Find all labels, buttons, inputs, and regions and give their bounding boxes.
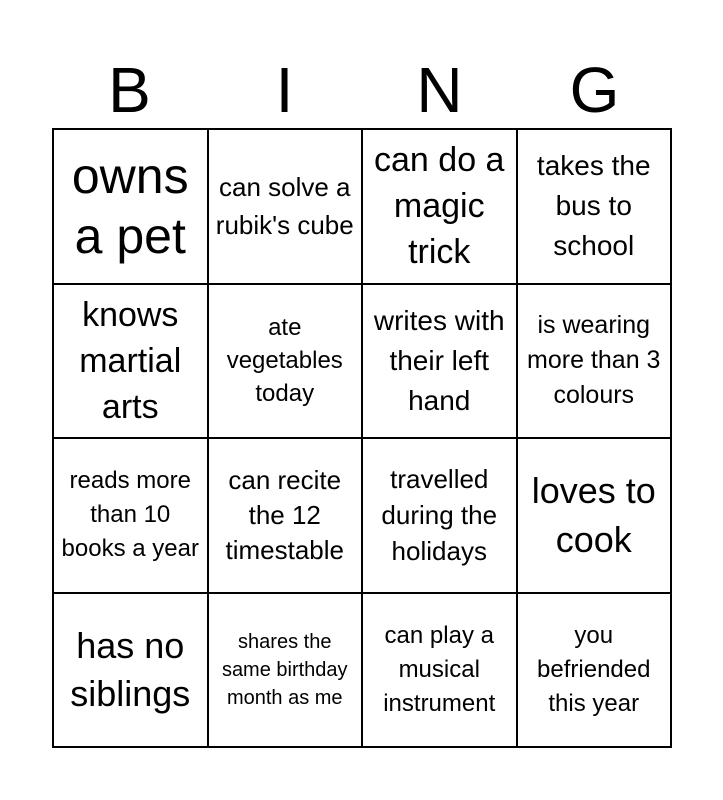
header-letter-b: B (108, 54, 151, 126)
bingo-cell[interactable] (518, 439, 673, 594)
bingo-cell[interactable] (209, 594, 364, 749)
bingo-cell[interactable] (363, 594, 518, 749)
bingo-cell[interactable] (54, 439, 209, 594)
cell-text: shares the same birthday month as me (221, 630, 348, 709)
bingo-cell[interactable] (363, 130, 518, 285)
cell-text: takes the bus to school (536, 150, 651, 262)
header-letter-n: N (416, 54, 463, 126)
bingo-board (52, 128, 672, 748)
bingo-cell[interactable] (54, 130, 209, 285)
bingo-cell[interactable] (363, 285, 518, 440)
bingo-cell[interactable] (518, 130, 673, 285)
bingo-cell[interactable] (209, 285, 364, 440)
header-letter-g: G (569, 54, 620, 126)
bingo-cell[interactable] (518, 594, 673, 749)
bingo-cell[interactable] (363, 439, 518, 594)
bingo-cell[interactable] (209, 439, 364, 594)
cell-text: loves to cook (531, 470, 656, 561)
cell-text: you befriended this year (537, 621, 651, 717)
bingo-cell[interactable] (54, 594, 209, 749)
cell-text: can recite the 12 timestable (225, 464, 344, 565)
bingo-cell[interactable] (209, 130, 364, 285)
cell-text: reads more than 10 books a year (61, 467, 199, 563)
cell-text: ate vegetables today (226, 314, 343, 408)
cell-text: can do a magic trick (374, 141, 505, 272)
cell-text: writes with their left hand (373, 304, 505, 416)
cell-text: is wearing more than 3 colours (527, 311, 661, 410)
bingo-cell[interactable] (518, 285, 673, 440)
cell-text: has no siblings (70, 624, 191, 714)
cell-text: can play a musical instrument (383, 621, 496, 717)
bingo-header (52, 52, 672, 128)
cell-text: travelled during the holidays (381, 464, 498, 567)
header-letter-i: I (275, 54, 294, 126)
cell-text: knows martial arts (79, 295, 182, 426)
cell-text: owns a pet (71, 148, 189, 265)
cell-text: can solve a rubik's cube (215, 172, 354, 241)
bingo-cell[interactable] (54, 285, 209, 440)
